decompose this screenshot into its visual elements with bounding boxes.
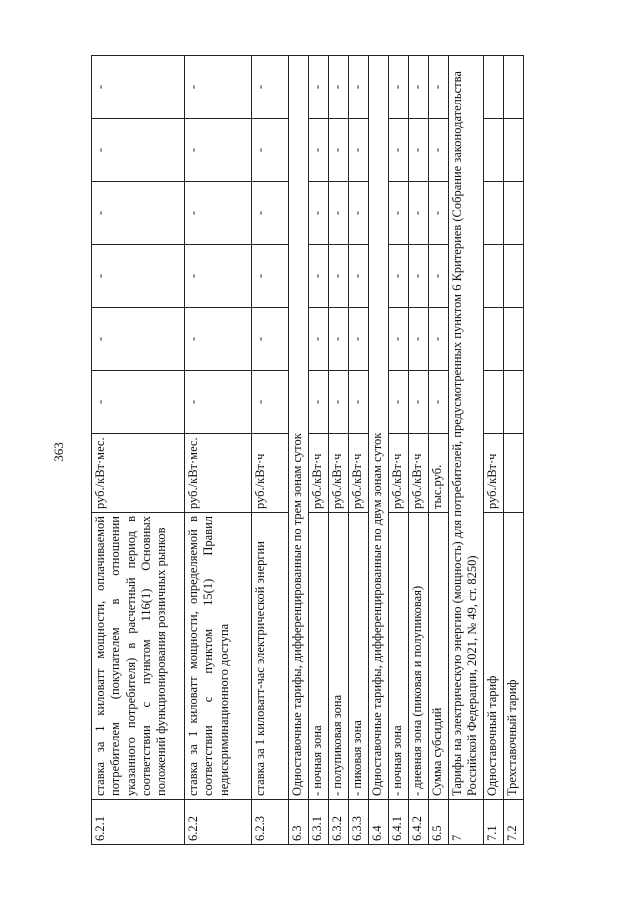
value-cell: -	[92, 119, 185, 182]
row-number-cell: 6.4.2	[409, 800, 429, 845]
value-cell	[484, 245, 504, 308]
row-number-cell: 7.2	[504, 800, 524, 845]
row-number-cell: 6.2.1	[92, 800, 185, 845]
value-cell: -	[252, 245, 289, 308]
page-number: 363	[51, 442, 66, 462]
section-heading-cell: Тарифы на электрическую энергию (мощность) для потребителей, предусмотренных пунктом 6 Критериев (Собрание законодательства Российской Федерации, 2021, № 49, ст. 8250)	[449, 56, 484, 800]
table-row	[252, 56, 289, 845]
value-cell: -	[389, 119, 409, 182]
value-cell: -	[185, 56, 252, 119]
unit-cell: руб./кВт·ч	[389, 434, 409, 513]
value-cell: -	[329, 182, 349, 245]
unit-cell: тыс.руб.	[429, 434, 449, 513]
unit-cell: руб./кВт·ч	[484, 434, 504, 513]
row-number-cell: 6.2.3	[252, 800, 289, 845]
tariff-table	[91, 55, 524, 845]
value-cell: -	[389, 56, 409, 119]
value-cell: -	[329, 56, 349, 119]
row-name-cell: ставка за 1 киловатт мощности, оплачиваемой потребителем (покупателем в отношении указанного потребителя) в расчетный период в соответствии с пунктом 116(1) Основных положений функционирования розничных рынков	[92, 513, 185, 800]
row-number-cell: 6.4.1	[389, 800, 409, 845]
value-cell	[504, 56, 524, 119]
unit-cell: руб./кВт·ч	[252, 434, 289, 513]
value-cell: -	[252, 119, 289, 182]
value-cell	[504, 182, 524, 245]
row-number-cell: 6.3.3	[349, 800, 369, 845]
value-cell: -	[349, 182, 369, 245]
value-cell: -	[349, 371, 369, 434]
section-heading-cell: Одноставочные тарифы, дифференцированные по трем зонам суток	[289, 56, 309, 800]
value-cell: -	[349, 56, 369, 119]
value-cell	[484, 308, 504, 371]
value-cell: -	[252, 182, 289, 245]
unit-cell: руб./кВт·мес.	[92, 434, 185, 513]
value-cell	[504, 245, 524, 308]
table-row	[389, 56, 409, 845]
value-cell: -	[329, 245, 349, 308]
value-cell: -	[185, 308, 252, 371]
unit-cell: руб./кВт·ч	[409, 434, 429, 513]
unit-cell: руб./кВт·ч	[329, 434, 349, 513]
value-cell: -	[349, 308, 369, 371]
row-name-cell: - дневная зона (пиковая и полупиковая)	[409, 513, 429, 800]
value-cell: -	[92, 182, 185, 245]
value-cell: -	[429, 371, 449, 434]
value-cell: -	[309, 308, 329, 371]
value-cell: -	[389, 371, 409, 434]
value-cell: -	[185, 182, 252, 245]
value-cell: -	[309, 371, 329, 434]
value-cell: -	[309, 119, 329, 182]
value-cell: -	[92, 371, 185, 434]
value-cell: -	[429, 119, 449, 182]
row-number-cell: 7	[449, 800, 484, 845]
row-number-cell: 6.2.2	[185, 800, 252, 845]
value-cell: -	[185, 371, 252, 434]
value-cell: -	[252, 308, 289, 371]
table-row	[309, 56, 329, 845]
row-name-cell: Одноставочный тариф	[484, 513, 504, 800]
value-cell: -	[329, 371, 349, 434]
value-cell	[484, 371, 504, 434]
row-number-cell: 6.4	[369, 800, 389, 845]
row-name-cell: Сумма субсидий	[429, 513, 449, 800]
value-cell: -	[309, 245, 329, 308]
value-cell: -	[389, 308, 409, 371]
value-cell: -	[252, 56, 289, 119]
table-row	[185, 56, 252, 845]
table-row	[349, 56, 369, 845]
value-cell: -	[185, 119, 252, 182]
row-name-cell: - ночная зона	[389, 513, 409, 800]
table-row	[92, 56, 185, 845]
row-number-cell: 6.3.1	[309, 800, 329, 845]
value-cell: -	[92, 56, 185, 119]
table-row	[409, 56, 429, 845]
value-cell	[504, 119, 524, 182]
value-cell: -	[92, 245, 185, 308]
section-heading-cell: Одноставочные тарифы, дифференцированные по двум зонам суток	[369, 56, 389, 800]
value-cell	[504, 371, 524, 434]
value-cell	[484, 56, 504, 119]
value-cell: -	[309, 182, 329, 245]
table-row	[449, 56, 484, 845]
value-cell: -	[409, 245, 429, 308]
value-cell	[484, 119, 504, 182]
row-name-cell: - ночная зона	[309, 513, 329, 800]
table-row	[289, 56, 309, 845]
table-row	[369, 56, 389, 845]
row-name-cell: ставка за 1 киловатт-час электрической энергии	[252, 513, 289, 800]
value-cell: -	[329, 308, 349, 371]
value-cell: -	[349, 245, 369, 308]
row-name-cell: ставка за 1 киловатт мощности, определяемой в соответствии с пунктом 15(1) Правил недискриминационного доступа	[185, 513, 252, 800]
value-cell: -	[329, 119, 349, 182]
value-cell: -	[429, 245, 449, 308]
value-cell: -	[409, 182, 429, 245]
row-name-cell: - полупиковая зона	[329, 513, 349, 800]
row-number-cell: 7.1	[484, 800, 504, 845]
value-cell: -	[429, 182, 449, 245]
unit-cell: руб./кВт·ч	[349, 434, 369, 513]
row-name-cell: - пиковая зона	[349, 513, 369, 800]
row-number-cell: 6.3.2	[329, 800, 349, 845]
unit-cell: руб./кВт·ч	[309, 434, 329, 513]
row-number-cell: 6.5	[429, 800, 449, 845]
value-cell: -	[309, 56, 329, 119]
value-cell: -	[185, 245, 252, 308]
value-cell: -	[429, 56, 449, 119]
value-cell: -	[409, 56, 429, 119]
row-name-cell: Трехставочный тариф	[504, 513, 524, 800]
row-number-cell: 6.3	[289, 800, 309, 845]
table-row	[329, 56, 349, 845]
value-cell: -	[389, 245, 409, 308]
value-cell: -	[429, 308, 449, 371]
value-cell: -	[252, 371, 289, 434]
table-row	[429, 56, 449, 845]
value-cell: -	[349, 119, 369, 182]
rotated-table-wrapper	[91, 55, 539, 845]
value-cell: -	[409, 119, 429, 182]
value-cell: -	[389, 182, 409, 245]
unit-cell: руб./кВт·мес.	[185, 434, 252, 513]
value-cell: -	[409, 371, 429, 434]
value-cell	[504, 308, 524, 371]
unit-cell	[504, 434, 524, 513]
value-cell: -	[409, 308, 429, 371]
table-row	[504, 56, 524, 845]
value-cell	[484, 182, 504, 245]
value-cell: -	[92, 308, 185, 371]
table-row	[484, 56, 504, 845]
